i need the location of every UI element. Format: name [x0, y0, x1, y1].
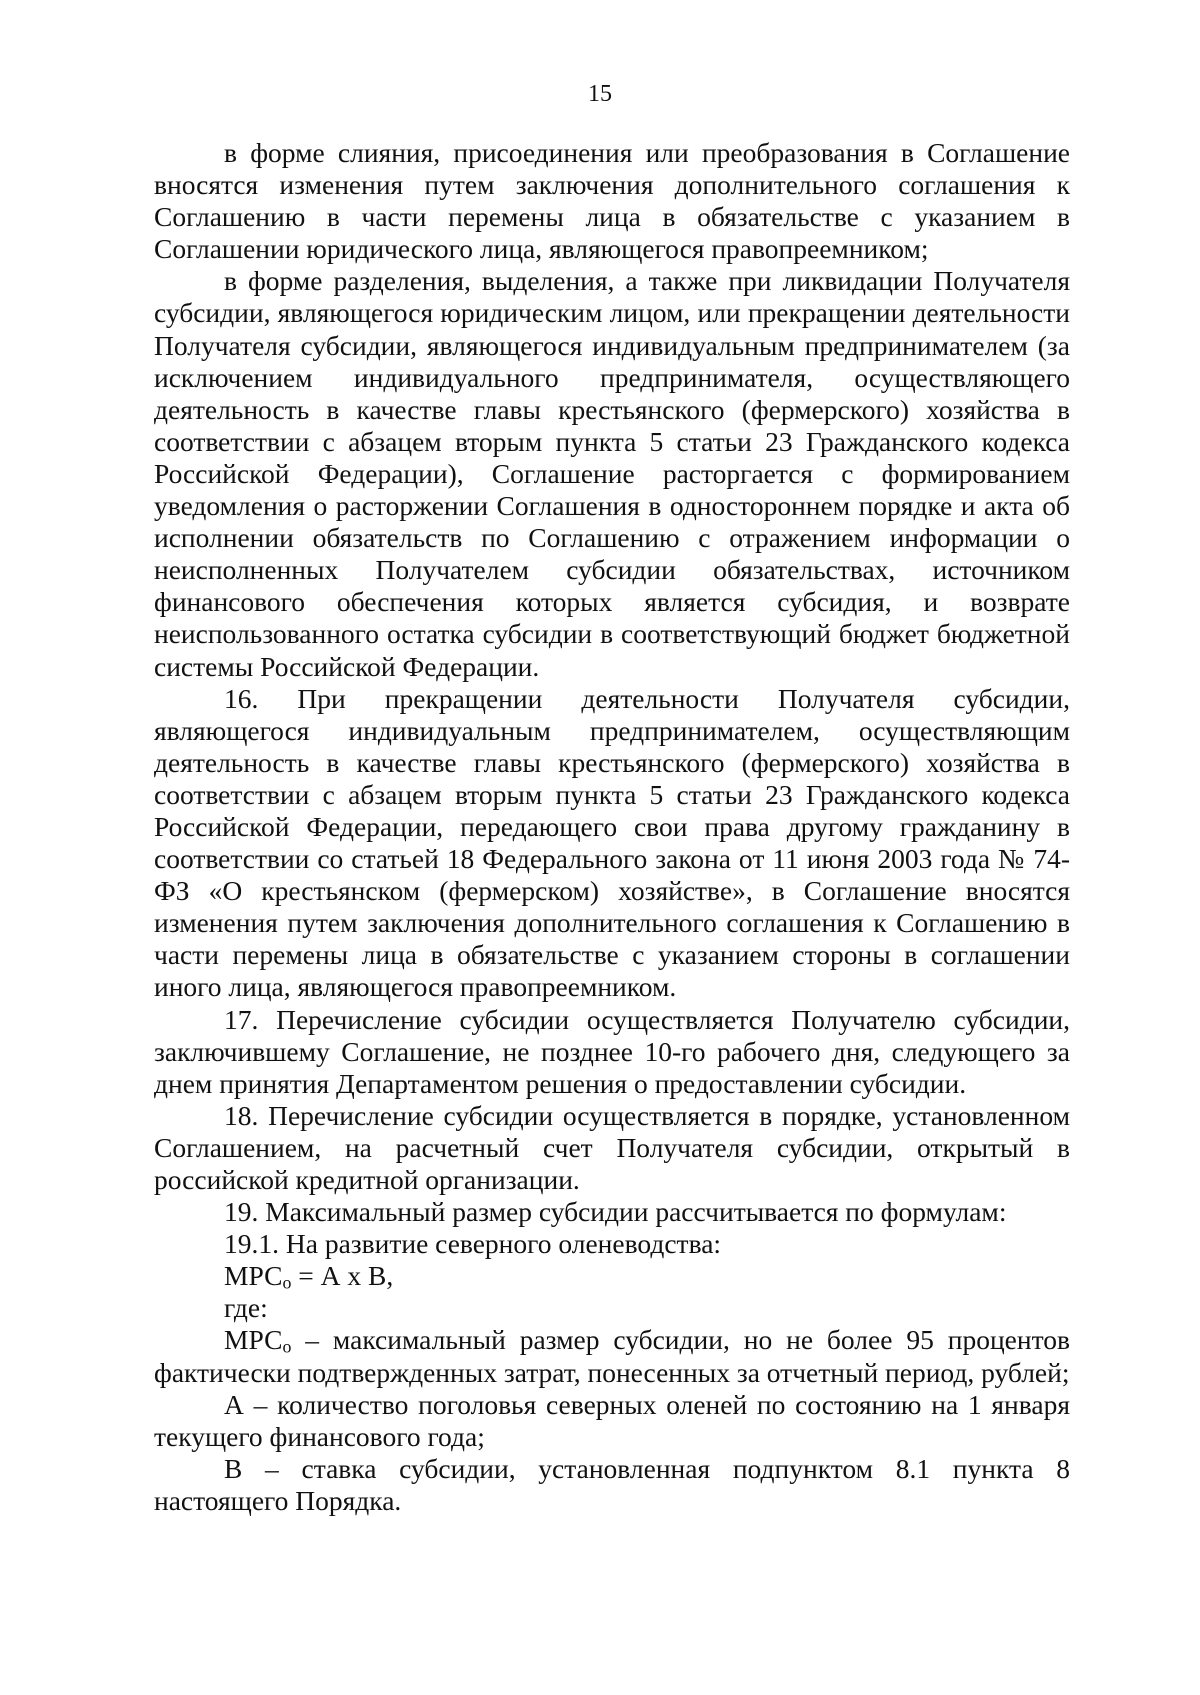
definition-a [154, 1389, 1070, 1453]
definition-symbol: В [224, 1452, 243, 1484]
page-number: 15 [588, 81, 612, 107]
paragraph-merger: в форме слияния, присоединения или преобразования в Соглашение вносятся изменения путем заключения дополнительного соглашения к Соглашению в части перемены лица в обязательстве с указанием в Соглашении юридического лица, являющегося правопреемником; [154, 137, 1070, 265]
definition-symbol: МРС [224, 1324, 283, 1356]
definition-text: – количество поголовья северных оленей по состоянию на 1 января текущего финансового года; [154, 1388, 1070, 1452]
paragraph-item-16: 16. При прекращении деятельности Получателя субсидии, являющегося индивидуальным предпринимателем, осуществляющим деятельность в качестве главы крестьянского (фермерского) хозяйства в соответствии с абзацем вторым пункта 5 статьи 23 Гражданского кодекса Российской Федерации, передающего свои права другому гражданину в соответствии со статьей 18 Федерального закона от 11 июня 2003 года № 74-ФЗ «О крестьянском (фермерском) хозяйстве», в Соглашение вносятся изменения путем заключения дополнительного соглашения к Соглашению в части перемены лица в обязательстве с указанием стороны в соглашении иного лица, являющегося правопреемником. [154, 682, 1070, 1003]
formula-subscript: о [282, 1272, 292, 1293]
definition-mrc [154, 1324, 1070, 1388]
definition-b [154, 1453, 1070, 1517]
formula-symbol: МРС [224, 1260, 283, 1292]
where-label: где: [224, 1292, 268, 1324]
document-body [154, 137, 1070, 1517]
definition-subscript: о [282, 1337, 292, 1358]
paragraph-item-17: 17. Перечисление субсидии осуществляется Получателю субсидии, заключившему Соглашение, не позднее 10-го рабочего дня, следующего за днем принятия Департаментом решения о предоставлении субсидии. [154, 1003, 1070, 1099]
definition-text: – ставка субсидии, установленная подпунктом 8.1 пункта 8 настоящего Порядка. [154, 1452, 1070, 1516]
definition-symbol: А [224, 1388, 244, 1420]
formula-expression: = А х В, [291, 1260, 394, 1292]
paragraph-item-18: 18. Перечисление субсидии осуществляется в порядке, установленном Соглашением, на расчетный счет Получателя субсидии, открытый в российской кредитной организации. [154, 1099, 1070, 1195]
formula [154, 1260, 1070, 1292]
definition-text: – максимальный размер субсидии, но не более 95 процентов фактически подтвержденных затрат, понесенных за отчетный период, рублей; [154, 1324, 1070, 1388]
paragraph-item-19-1: 19.1. На развитие северного оленеводства: [224, 1228, 722, 1260]
paragraph-item-19: 19. Максимальный размер субсидии рассчитывается по формулам: [224, 1196, 1007, 1228]
paragraph-liquidation: в форме разделения, выделения, а также при ликвидации Получателя субсидии, являющегося юридическим лицом, или прекращении деятельности Получателя субсидии, являющегося индивидуальным предпринимателем (за исключением индивидуального предпринимателя, осуществляющего деятельность в качестве главы крестьянского (фермерского) хозяйства в соответствии с абзацем вторым пункта 5 статьи 23 Гражданского кодекса Российской Федерации), Соглашение расторгается с формированием уведомления о расторжении Соглашения в одностороннем порядке и акта об исполнении обязательств по Соглашению с отражением информации о неисполненных Получателем субсидии обязательствах, источником финансового обеспечения которых является субсидия, и возврате неиспользованного остатка субсидии в соответствующий бюджет бюджетной системы Российской Федерации. [154, 265, 1070, 682]
